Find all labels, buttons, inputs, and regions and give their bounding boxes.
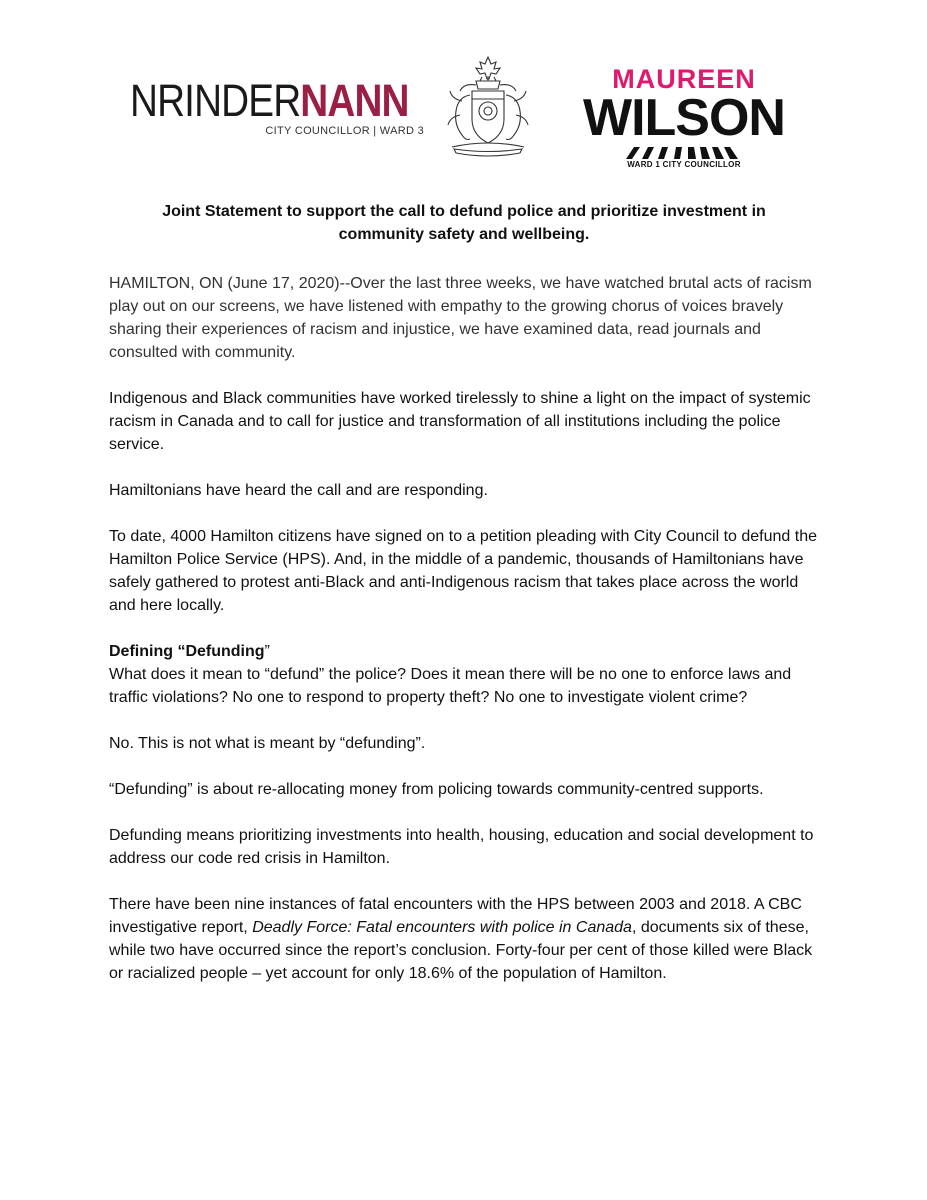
paragraph-what-does-it-mean: What does it mean to “defund” the police? Does it mean there will be no one to enforce laws and traffic violations? No one to respond to property theft? No one to investigate violent crime? [109, 666, 792, 706]
nann-logo-wordmark [130, 75, 409, 126]
section-heading-closing-quote: ” [264, 643, 270, 660]
paragraph-fatal-encounters [109, 893, 819, 985]
wilson-logo-subtitle: WARD 1 CITY COUNCILLOR [627, 160, 741, 169]
paragraph-prioritizing: Defunding means prioritizing investments into health, housing, education and social development to address our code red crisis in Hamilton. [109, 827, 814, 867]
paragraph-petition: To date, 4000 Hamilton citizens have signed on to a petition pleading with City Council to defund the Hamilton Police Service (HPS). And, in the middle of a pandemic, thousands of Hamiltonians have safely gathered to protest anti-Black and anti-Indigenous racism that takes place across the world and here locally. [109, 528, 817, 614]
document-body [109, 200, 819, 1008]
document-title [109, 200, 819, 246]
wilson-logo-first-name: MAUREEN [612, 64, 756, 94]
paragraph-hamiltonians: Hamiltonians have heard the call and are responding. [109, 482, 488, 499]
fatal-encounters-text-end: , documents six of these, while two have occurred since the report’s conclusion. Forty-four per cent of those killed were Black or racialized people – yet account for only 18.6% of the population of Hamilton. [109, 919, 813, 982]
paragraph-reallocating: “Defunding” is about re-allocating money from policing towards community-centred supports. [109, 781, 764, 798]
maureen-wilson-logo [568, 65, 800, 175]
cbc-report-title: Deadly Force: Fatal encounters with police in Canada [252, 919, 632, 936]
document-title-line-1: Joint Statement to support the call to defund police and prioritize investment in [162, 203, 766, 220]
nann-logo-last-name: NANN [300, 75, 409, 126]
wilson-logo-last-name: WILSON [583, 89, 785, 147]
document-title-line-2: community safety and wellbeing. [338, 226, 590, 243]
fatal-encounters-text-start: There have been nine instances of fatal encounters with the HPS between 2003 and 2018. A CBC investigative report, [109, 896, 802, 936]
section-heading-defining-defunding [109, 640, 819, 663]
wilson-logo-stripes-icon [626, 147, 744, 159]
paragraph-no: No. This is not what is meant by “defunding”. [109, 735, 426, 752]
section-heading-text: Defining “Defunding [109, 643, 265, 660]
paragraph-communities: Indigenous and Black communities have worked tirelessly to shine a light on the impact of systemic racism in Canada and to call for justice and transformation of all institutions including the police service. [109, 390, 811, 453]
nann-logo-subtitle: CITY COUNCILLOR | WARD 3 [265, 125, 424, 137]
header-logos [0, 55, 927, 175]
city-of-hamilton-crest-icon [442, 55, 534, 163]
paragraph-intro: HAMILTON, ON (June 17, 2020)--Over the last three weeks, we have watched brutal acts of racism play out on our screens, we have listened with empathy to the growing chorus of voices bravely sharing their experiences of racism and injustice, we have examined data, read journals and consulted with community. [109, 275, 812, 361]
nann-logo-first-name: NRINDER [130, 75, 301, 126]
nrinder-nann-logo [130, 75, 428, 143]
